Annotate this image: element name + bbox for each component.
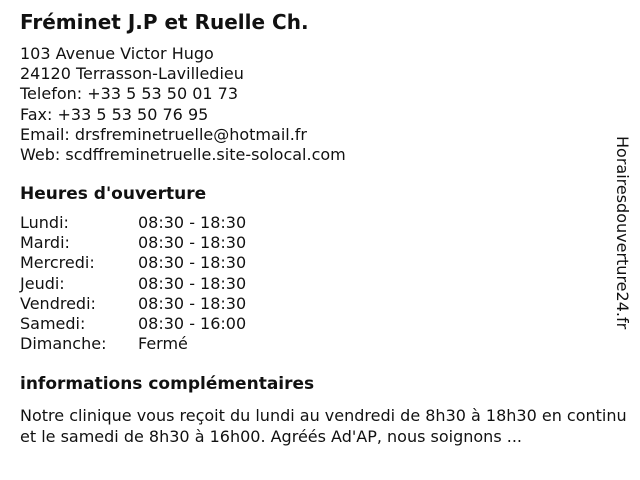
website-address: Web: scdffreminetruelle.site-solocal.com bbox=[20, 145, 346, 165]
time-value: 08:30 - 18:30 bbox=[138, 233, 247, 253]
hours-row bbox=[20, 233, 246, 253]
email-address: Email: drsfreminetruelle@hotmail.fr bbox=[20, 124, 308, 144]
address-street: 103 Avenue Victor Hugo bbox=[20, 44, 214, 63]
day-label: Mardi: bbox=[20, 233, 70, 253]
hours-row bbox=[20, 253, 246, 273]
time-value: 08:30 - 18:30 bbox=[138, 273, 247, 293]
hours-row bbox=[20, 213, 246, 233]
page-title: Fréminet J.P et Ruelle Ch. bbox=[20, 10, 309, 34]
opening-hours-heading: Heures d'ouverture bbox=[20, 184, 207, 204]
time-value: 08:30 - 18:30 bbox=[138, 293, 247, 313]
site-brand-watermark: Horairesdouverture24.fr bbox=[613, 136, 632, 330]
day-label: Vendredi: bbox=[20, 293, 96, 313]
day-label: Dimanche: bbox=[20, 334, 107, 354]
opening-hours-table bbox=[20, 213, 246, 354]
additional-info-heading: informations complémentaires bbox=[20, 374, 315, 394]
contact-block bbox=[20, 44, 346, 165]
hours-row bbox=[20, 334, 246, 354]
time-value: Fermé bbox=[138, 334, 188, 354]
fax-number: Fax: +33 5 53 50 76 95 bbox=[20, 104, 209, 124]
hours-row bbox=[20, 274, 246, 294]
time-value: 08:30 - 18:30 bbox=[138, 213, 247, 232]
time-value: 08:30 - 18:30 bbox=[138, 253, 247, 273]
additional-info-text: Notre clinique vous reçoit du lundi au vendredi de 8h30 à 18h30 en continu et le samedi de 8h30 à 16h00. Agréés Ad'AP, nous soignons ... bbox=[20, 406, 627, 446]
address-city: 24120 Terrasson-Lavilledieu bbox=[20, 64, 244, 84]
time-value: 08:30 - 16:00 bbox=[138, 314, 247, 334]
day-label: Jeudi: bbox=[20, 273, 65, 293]
day-label: Samedi: bbox=[20, 314, 86, 334]
day-label: Mercredi: bbox=[20, 253, 95, 273]
hours-row bbox=[20, 294, 246, 314]
hours-row bbox=[20, 314, 246, 334]
day-label: Lundi: bbox=[20, 213, 69, 232]
phone-number: Telefon: +33 5 53 50 01 73 bbox=[20, 84, 239, 104]
